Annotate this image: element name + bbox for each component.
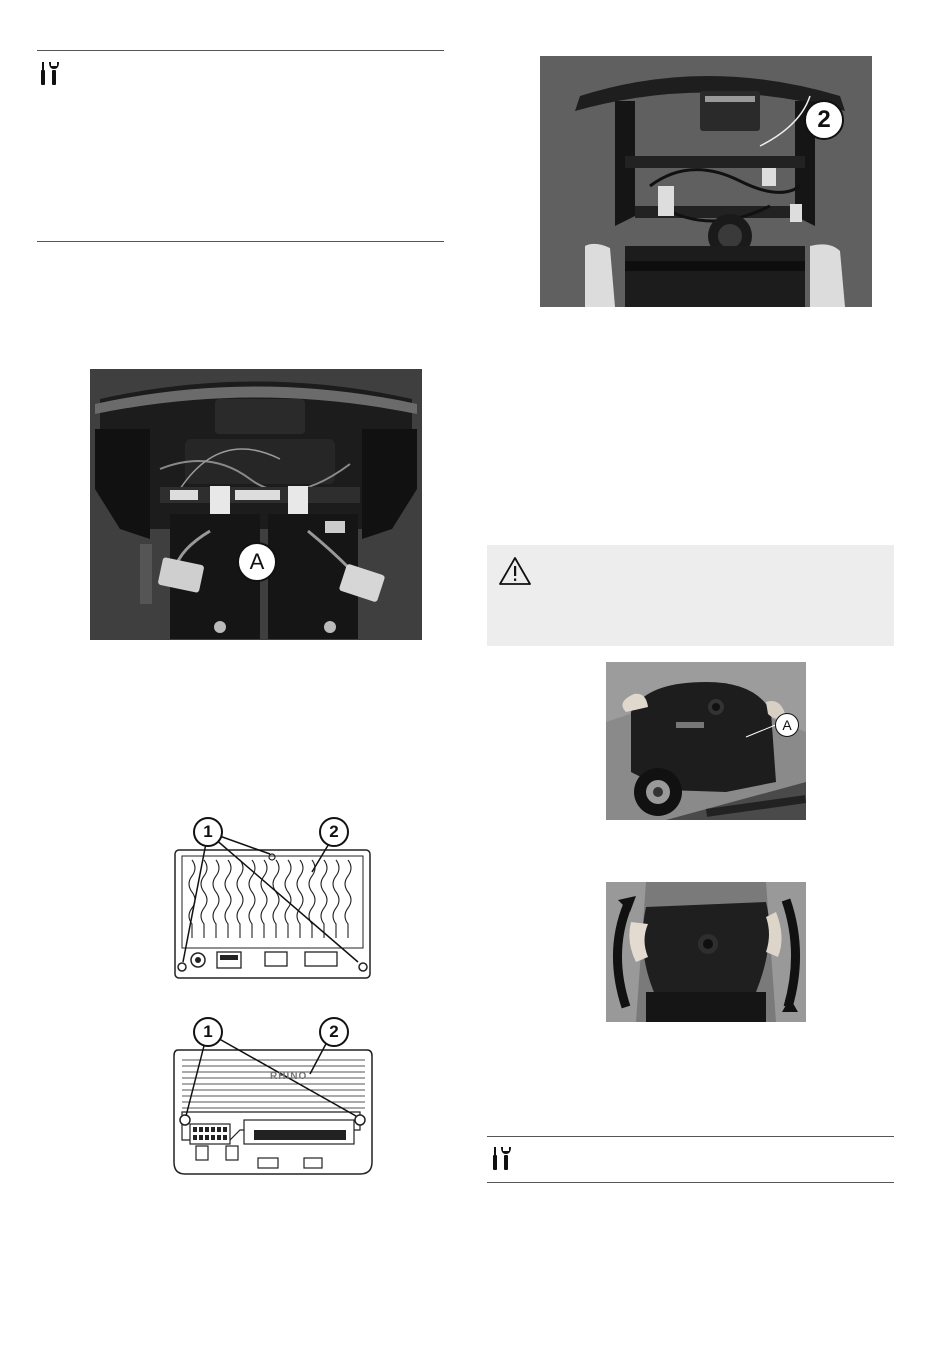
callout-2: 2 [319, 817, 349, 847]
section-rule-mid [37, 241, 444, 242]
callout-a: A [775, 713, 799, 737]
section-rule-bottom [487, 1182, 894, 1183]
photo-cover-rotate [606, 882, 806, 1022]
photo-cover-lift [606, 662, 806, 820]
callout-1: 1 [193, 817, 223, 847]
callout-2: 2 [319, 1017, 349, 1047]
diagram-controller-finned [170, 812, 375, 984]
section-rule-bottom-top [487, 1136, 894, 1137]
callout-a: A [237, 542, 277, 582]
diagram-controller-rhino [170, 1012, 375, 1180]
callout-1: 1 [193, 1017, 223, 1047]
tools-icon [38, 60, 62, 86]
warning-box [487, 545, 894, 646]
warning-triangle-icon [498, 556, 532, 586]
photo-frame-controller [540, 56, 872, 307]
photo-battery-connectors [90, 369, 422, 640]
brand-logo: RHINO [270, 1071, 308, 1082]
section-rule-top [37, 50, 444, 51]
tools-icon [490, 1145, 514, 1171]
callout-2: 2 [804, 100, 844, 140]
